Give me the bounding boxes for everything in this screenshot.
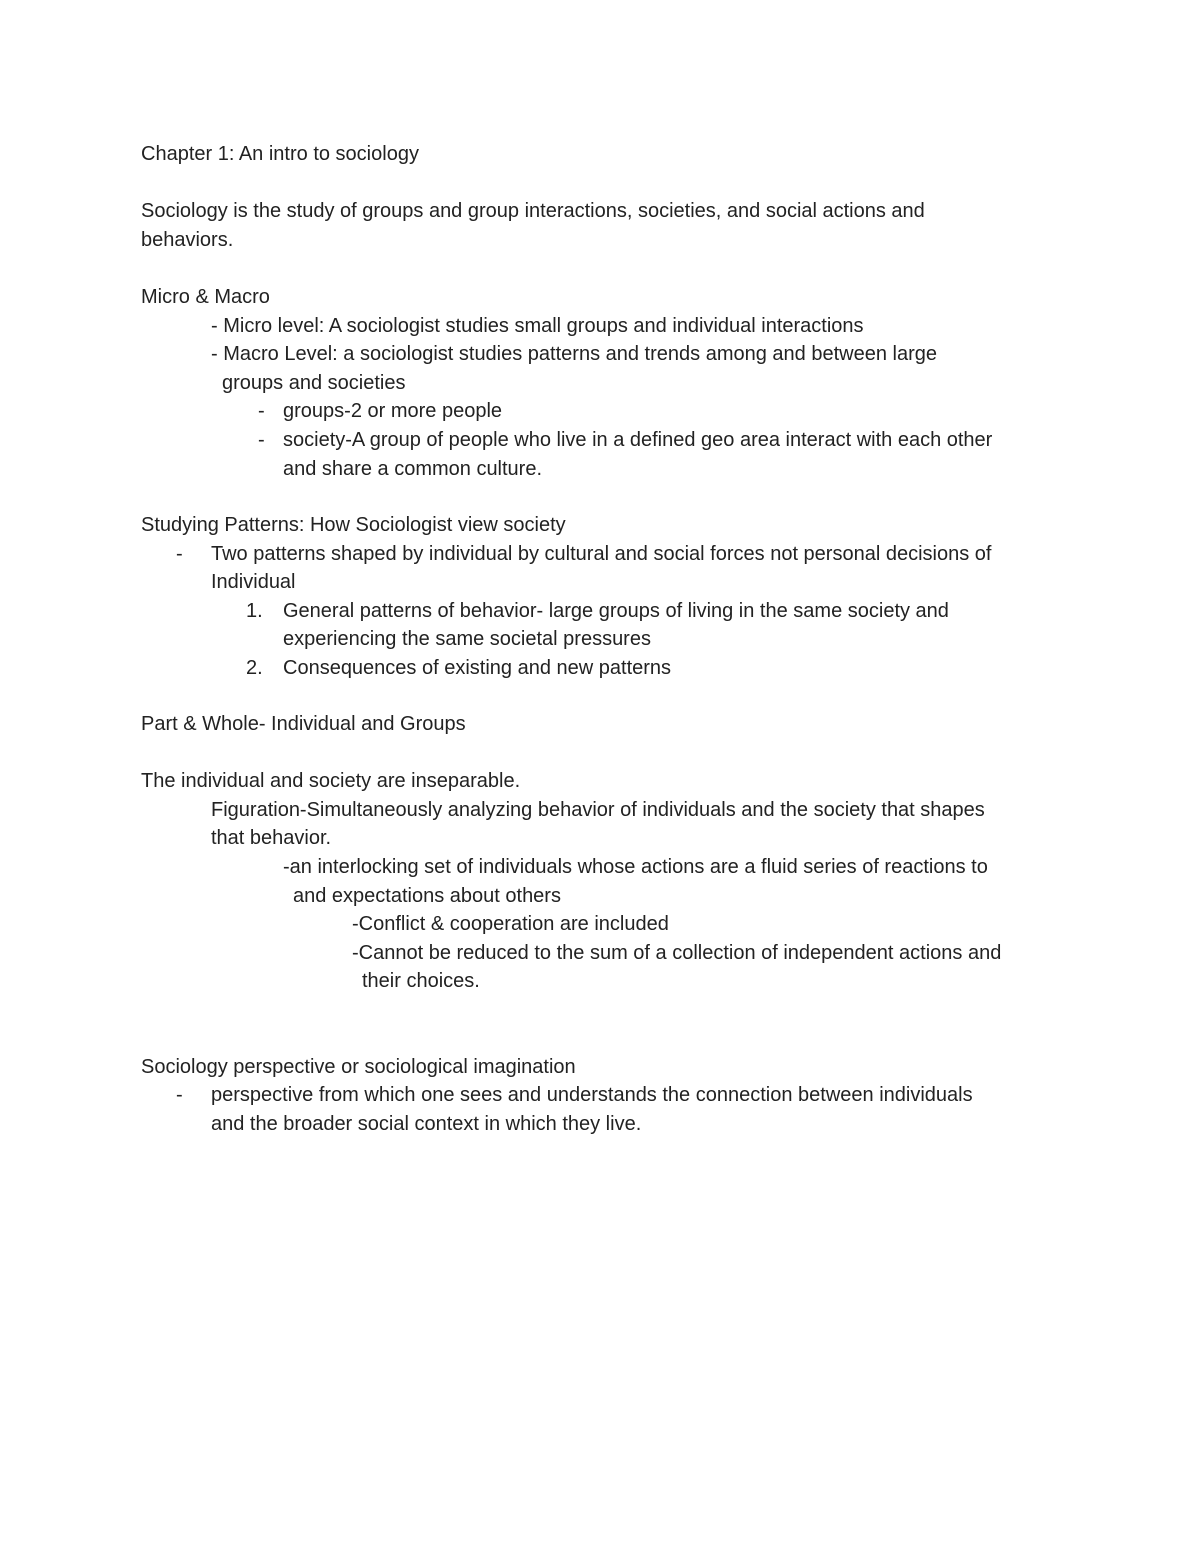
figuration-line-1: Figuration-Simultaneously analyzing behavior of individuals and the society that shapes	[211, 799, 985, 821]
definition-line-1: Sociology is the study of groups and group interactions, societies, and social actions and	[141, 200, 925, 222]
definition-line-2: behaviors.	[141, 229, 234, 251]
micro-macro-heading: Micro & Macro	[141, 286, 270, 308]
society-bullet-marker: -	[258, 429, 265, 451]
patterns-bullet-line-1: Two patterns shaped by individual by cultural and social forces not personal decisions of	[211, 543, 992, 565]
pattern-item-1-line-1: General patterns of behavior- large groups of living in the same society and	[283, 600, 949, 622]
conflict-cooperation-line: -Conflict & cooperation are included	[352, 913, 669, 935]
patterns-heading: Studying Patterns: How Sociologist view society	[141, 514, 566, 536]
cannot-be-reduced-line-1: -Cannot be reduced to the sum of a collection of independent actions and	[352, 942, 1002, 964]
individual-society-heading: The individual and society are inseparable.	[141, 770, 521, 792]
interlocking-line-2: and expectations about others	[293, 885, 561, 907]
perspective-bullet-line-1: perspective from which one sees and understands the connection between individuals	[211, 1084, 973, 1106]
patterns-bullet-marker: -	[176, 543, 183, 565]
chapter-title: Chapter 1: An intro to sociology	[141, 143, 419, 165]
society-item-line-2: and share a common culture.	[283, 458, 543, 480]
society-item-line-1: society-A group of people who live in a defined geo area interact with each other	[283, 429, 993, 451]
pattern-item-2-line-1: Consequences of existing and new patterns	[283, 657, 672, 679]
part-whole-heading: Part & Whole- Individual and Groups	[141, 713, 466, 735]
figuration-line-2: that behavior.	[211, 827, 332, 849]
groups-bullet-marker: -	[258, 400, 265, 422]
groups-item: groups-2 or more people	[283, 400, 503, 422]
macro-level-item-line-2: groups and societies	[222, 372, 406, 394]
interlocking-line-1: -an interlocking set of individuals whose actions are a fluid series of reactions to	[283, 856, 988, 878]
perspective-bullet-marker: -	[176, 1084, 183, 1106]
perspective-heading: Sociology perspective or sociological imagination	[141, 1056, 576, 1078]
patterns-bullet-line-2: Individual	[211, 571, 296, 593]
pattern-item-2-marker: 2.	[246, 657, 263, 679]
pattern-item-1-line-2: experiencing the same societal pressures	[283, 628, 651, 650]
perspective-bullet-line-2: and the broader social context in which they live.	[211, 1113, 642, 1135]
micro-level-item: - Micro level: A sociologist studies small groups and individual interactions	[211, 315, 864, 337]
macro-level-item-line-1: - Macro Level: a sociologist studies patterns and trends among and between large	[211, 343, 937, 365]
cannot-be-reduced-line-2: their choices.	[362, 970, 480, 992]
pattern-item-1-marker: 1.	[246, 600, 263, 622]
